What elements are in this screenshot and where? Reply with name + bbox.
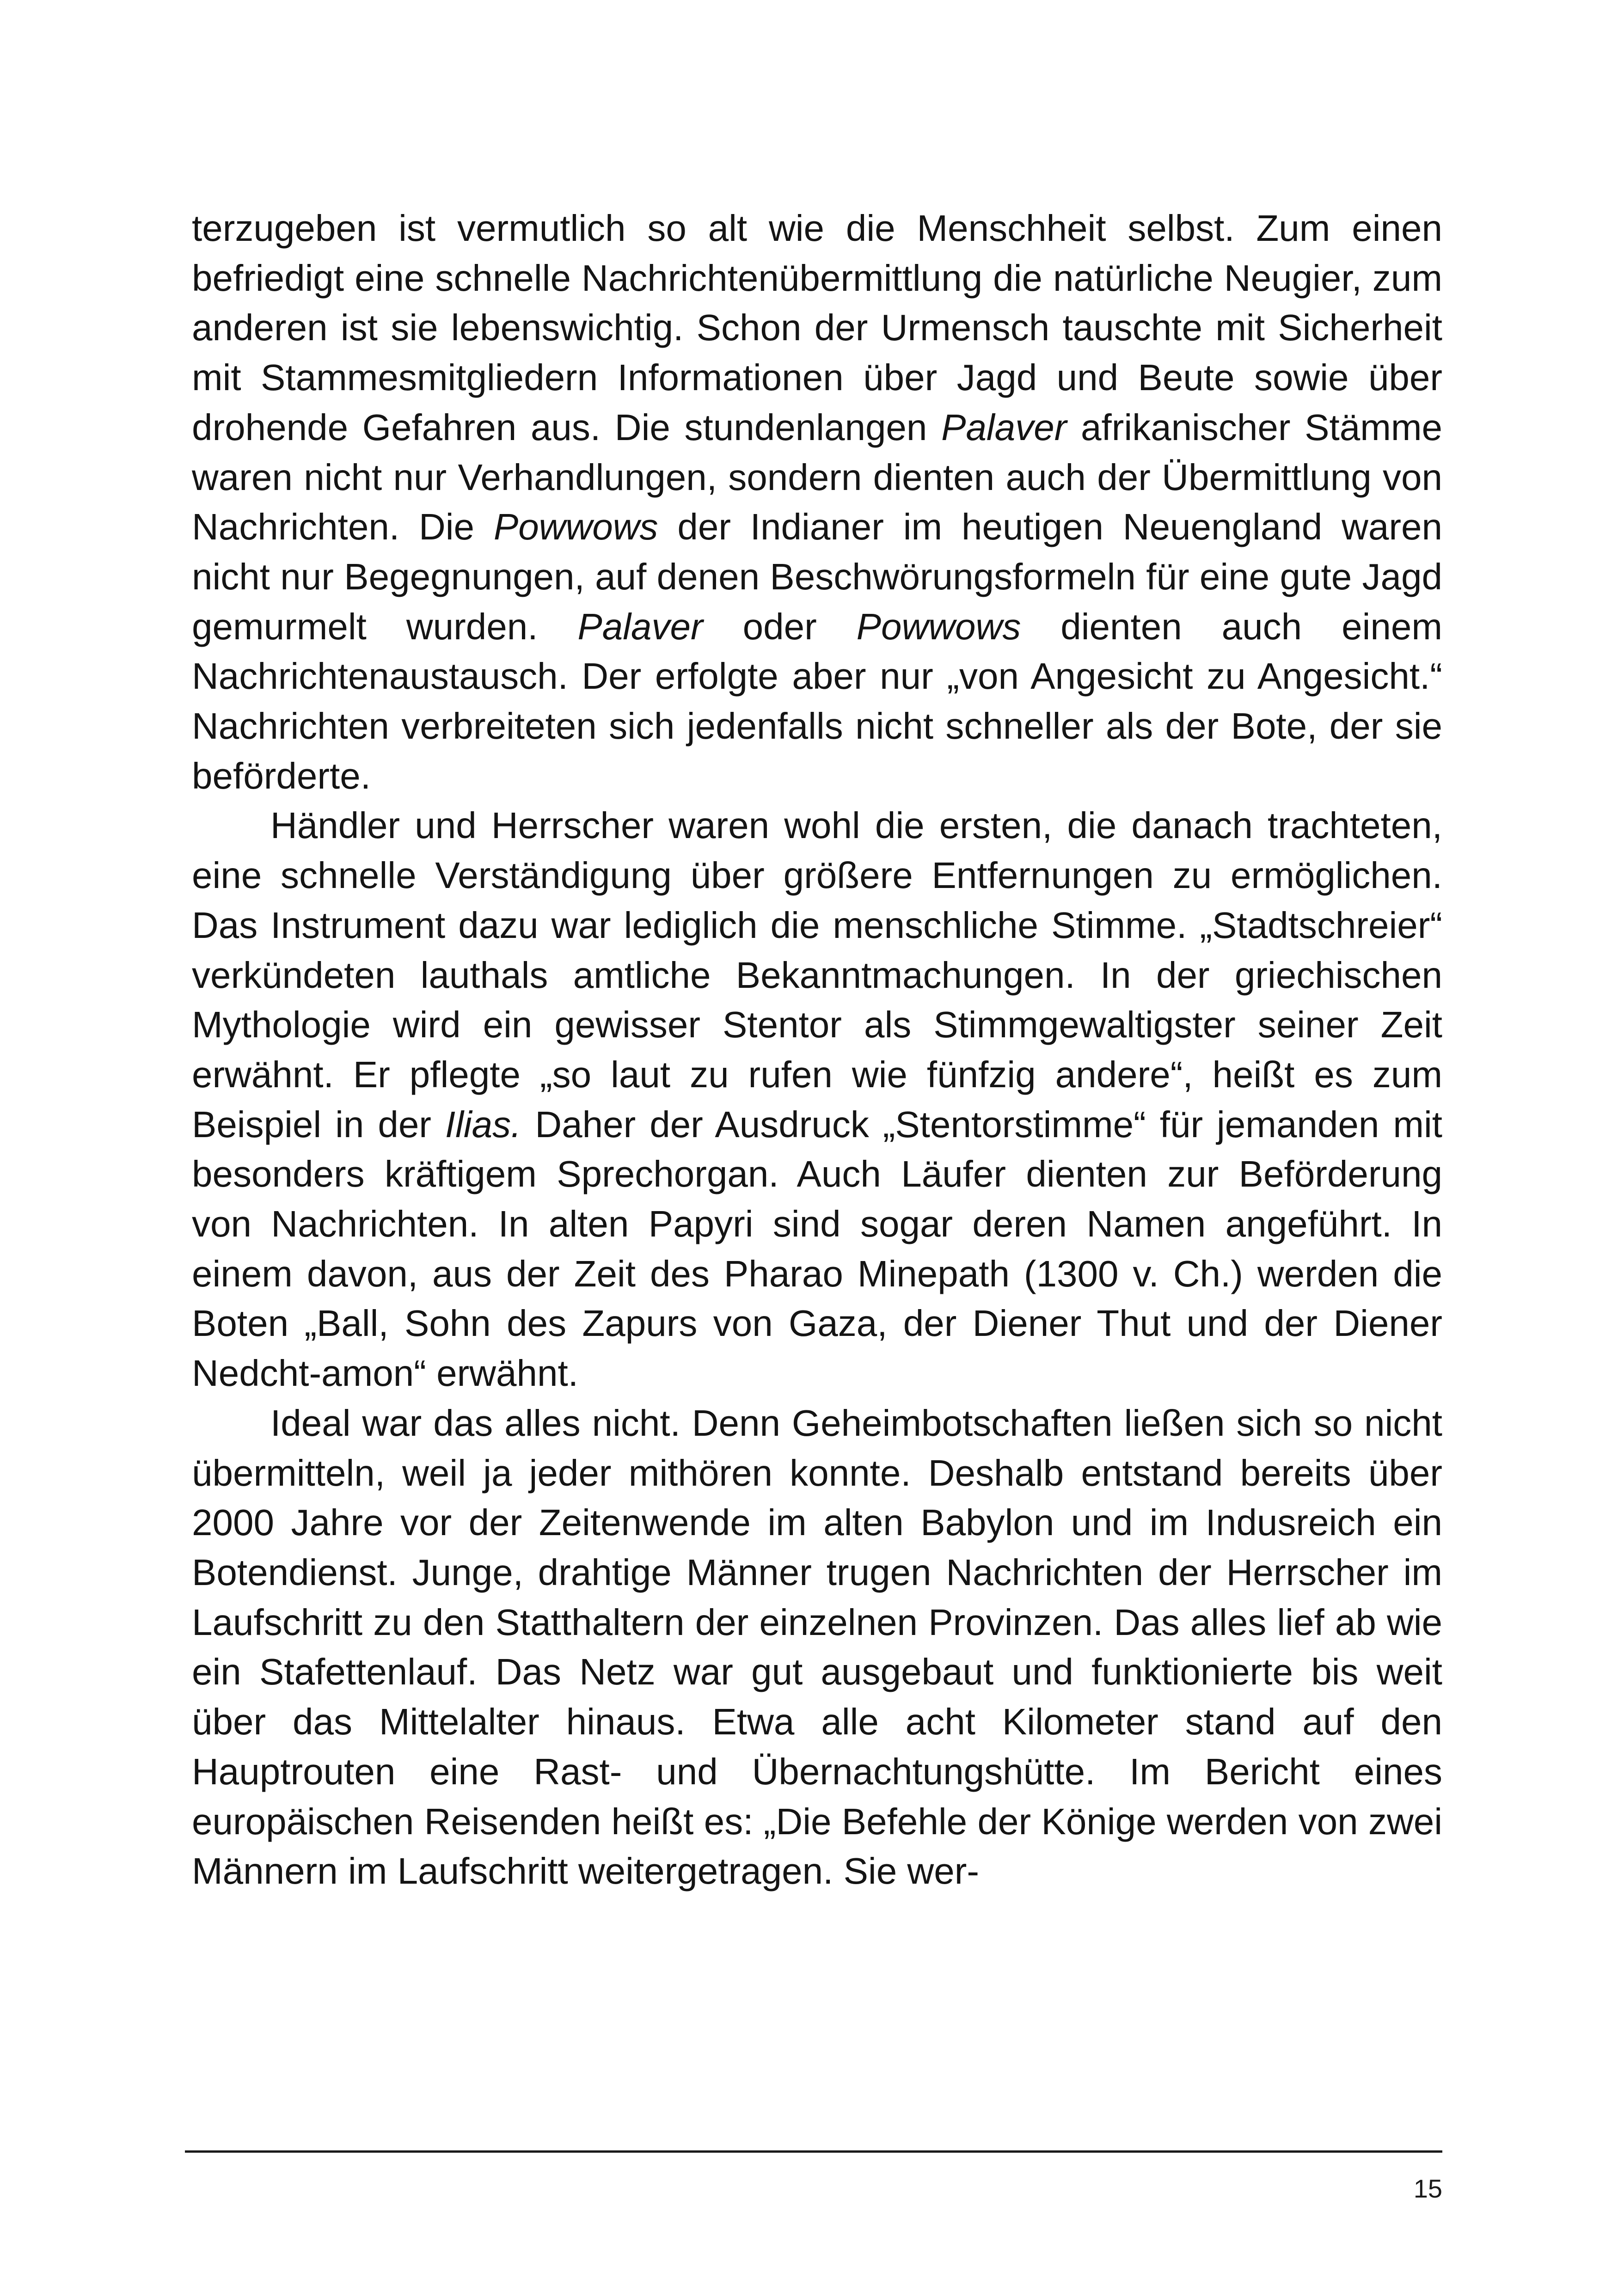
text-segment: Daher der Ausdruck „Stentorstimme“ für jemanden mit besonders kräftigem Sprechorgan. Auch Läufer dienten zur Beförderung von Nachrichten. In alten Papyri sind sogar deren Namen angeführt. In einem davon, aus der Zeit des Pharao Minepath (1300 v. Ch.) werden die Boten „Ball, Sohn des Zapurs von Gaza, der Diener Thut und der Diener Nedcht-amon“ erwähnt. [192,1103,1442,1394]
text-segment: oder [703,606,857,647]
text-segment: afrikanischer Stämme waren nicht nur Verhandlungen, sondern dienten auch der Übermittlung von Nachrichten. Die [192,406,1442,548]
text-segment: Händler und Herrscher waren wohl die ersten, die danach trachteten, eine schnelle Verständigung über größere Entfernungen zu ermöglichen. Das Instrument dazu war lediglich die menschliche Stimme. „Stadtschreier“ verkündeten lauthals amtliche Bekanntmachungen. In der griechischen Mythologie wird ein gewisser Stentor als Stimmgewaltigster seiner Zeit erwähnt. Er pflegte „so laut zu rufen wie fünfzig andere“, heißt es zum Beispiel in der [192,805,1442,1145]
italic-term: Palaver [941,406,1067,448]
italic-term: Ilias. [445,1103,521,1145]
paragraph-1 [192,203,1442,801]
text-segment: Ideal war das alles nicht. Denn Geheimbotschaften ließen sich so nicht übermitteln, weil ja jeder mithören konnte. Deshalb entstand bereits über 2000 Jahre vor der Zeitenwende im alten Babylon und im Indusreich ein Botendienst. Junge, drahtige Männer trugen Nachrichten der Herrscher im Laufschritt zu den Statthaltern der einzelnen Provinzen. Das alles lief ab wie ein Stafettenlauf. Das Netz war gut ausgebaut und funktionierte bis weit über das Mittelalter hinaus. Etwa alle acht Kilometer stand auf den Hauptrouten eine Rast- und Übernachtungshütte. Im Bericht eines europäischen Reisenden heißt es: „Die Befehle der Könige werden von zwei Männern im Laufschritt weitergetragen. Sie wer- [192,1402,1442,1892]
text-segment: dienten auch einem Nachrichtenaustausch. Der erfolgte aber nur „von Angesicht zu Angesicht.“ Nachrichten verbreiteten sich jedenfalls nicht schneller als der Bote, der sie beförderte. [192,606,1442,796]
paragraph-3 [192,1398,1442,1896]
text-segment: der Indianer im heutigen Neuengland waren nicht nur Begegnungen, auf denen Beschwörungsformeln für eine gute Jagd gemurmelt wurden. [192,506,1443,647]
page-number: 15 [1413,2174,1442,2203]
footer-divider [185,2150,1442,2153]
italic-term: Palaver [577,606,703,647]
paragraph-2 [192,801,1442,1398]
italic-term: Powwows [856,606,1021,647]
body-text [192,203,1442,1896]
italic-term: Powwows [493,506,658,548]
text-segment: terzugeben ist vermutlich so alt wie die Menschheit selbst. Zum einen befriedigt eine schnelle Nachrichtenübermittlung die natürliche Neugier, zum anderen ist sie lebenswichtig. Schon der Urmensch tauschte mit Sicherheit mit Stammesmitgliedern Informationen über Jagd und Beute sowie über drohende Gefahren aus. Die stundenlangen [192,208,1442,448]
